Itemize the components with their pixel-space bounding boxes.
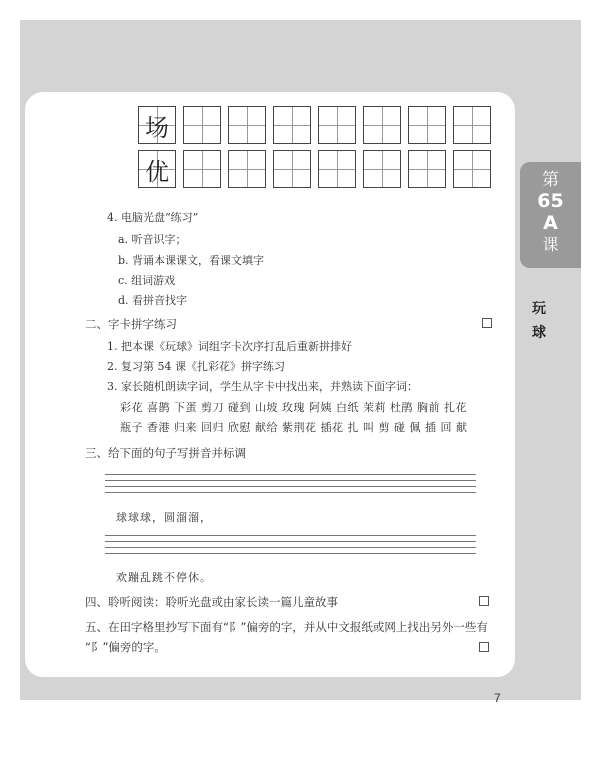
section5-line1: 五、在田字格里抄写下面有“阝”偏旁的字，并从中文报纸或网上找出另外一些有 <box>85 620 488 634</box>
grid-cell-example <box>138 150 176 188</box>
tab-lesson-number: 65 <box>537 190 564 212</box>
lesson-title-char1: 玩 <box>532 301 546 317</box>
grid-cell[interactable] <box>318 150 356 188</box>
grid-cell[interactable] <box>408 150 446 188</box>
lesson-title-char2: 球 <box>532 325 546 341</box>
item4-a: a. 听音识字； <box>118 233 187 246</box>
pinyin-line <box>105 535 476 536</box>
pinyin-line <box>105 541 476 542</box>
tab-line1: 第 <box>542 170 559 190</box>
word-list-line1: 彩花 喜鹊 下蛋 剪刀 碰到 山坡 玫瑰 阿姨 白纸 茉莉 杜鹃 胸前 扎花 <box>120 401 467 414</box>
grid-cell[interactable] <box>453 106 491 144</box>
grid-cell[interactable] <box>183 150 221 188</box>
pinyin-line <box>105 547 476 548</box>
lesson-tab <box>520 162 581 268</box>
pinyin-line <box>105 486 476 487</box>
section3-title: 三、给下面的句子写拼音并标调 <box>85 446 246 460</box>
grid-cell-example <box>138 106 176 144</box>
section2-item2: 2. 复习第 54 课《扎彩花》拼字练习 <box>107 360 285 373</box>
item4-title: 4. 电脑光盘“练习” <box>107 211 199 224</box>
grid-cell[interactable] <box>363 150 401 188</box>
tab-lesson-letter: A <box>543 212 558 234</box>
sentence-2: 欢蹦乱跳不停休。 <box>116 571 212 584</box>
section2-item1: 1. 把本课《玩球》词组字卡次序打乱后重新拼排好 <box>107 340 352 353</box>
grid-cell[interactable] <box>228 106 266 144</box>
section5-line2: “阝”偏旁的字。 <box>85 640 166 654</box>
section4-checkbox[interactable] <box>479 596 489 606</box>
grid-example-char: 场 <box>145 113 169 142</box>
grid-cell[interactable] <box>273 106 311 144</box>
section2-checkbox[interactable] <box>482 318 492 328</box>
tab-line4: 课 <box>542 235 559 254</box>
item4-b: b. 背诵本课课文，看课文填字 <box>118 254 265 267</box>
grid-cell[interactable] <box>408 106 446 144</box>
grid-cell[interactable] <box>318 106 356 144</box>
grid-cell[interactable] <box>453 150 491 188</box>
grid-cell[interactable] <box>183 106 221 144</box>
pinyin-line <box>105 480 476 481</box>
section4-title: 四、聆听阅读：聆听光盘或由家长读一篇儿童故事 <box>85 595 338 609</box>
word-list-line2: 瓶子 香港 归来 回归 欣慰 献给 紫荆花 插花 扎 叫 剪 碰 佩 插 回 献 <box>120 421 468 434</box>
pinyin-line <box>105 553 476 554</box>
section2-item3: 3. 家长随机朗读字词，学生从字卡中找出来，并熟读下面字词： <box>107 380 418 393</box>
pinyin-line <box>105 492 476 493</box>
item4-c: c. 组词游戏 <box>118 274 176 287</box>
pinyin-line <box>105 474 476 475</box>
section5-checkbox[interactable] <box>479 642 489 652</box>
grid-cell[interactable] <box>228 150 266 188</box>
sentence-1: 球球球，圆溜溜， <box>116 511 212 524</box>
page-number: 7 <box>494 691 501 705</box>
grid-cell[interactable] <box>273 150 311 188</box>
section2-title: 二、字卡拼字练习 <box>85 317 177 331</box>
item4-d: d. 看拼音找字 <box>118 294 188 307</box>
grid-cell[interactable] <box>363 106 401 144</box>
grid-example-char: 优 <box>145 157 169 186</box>
